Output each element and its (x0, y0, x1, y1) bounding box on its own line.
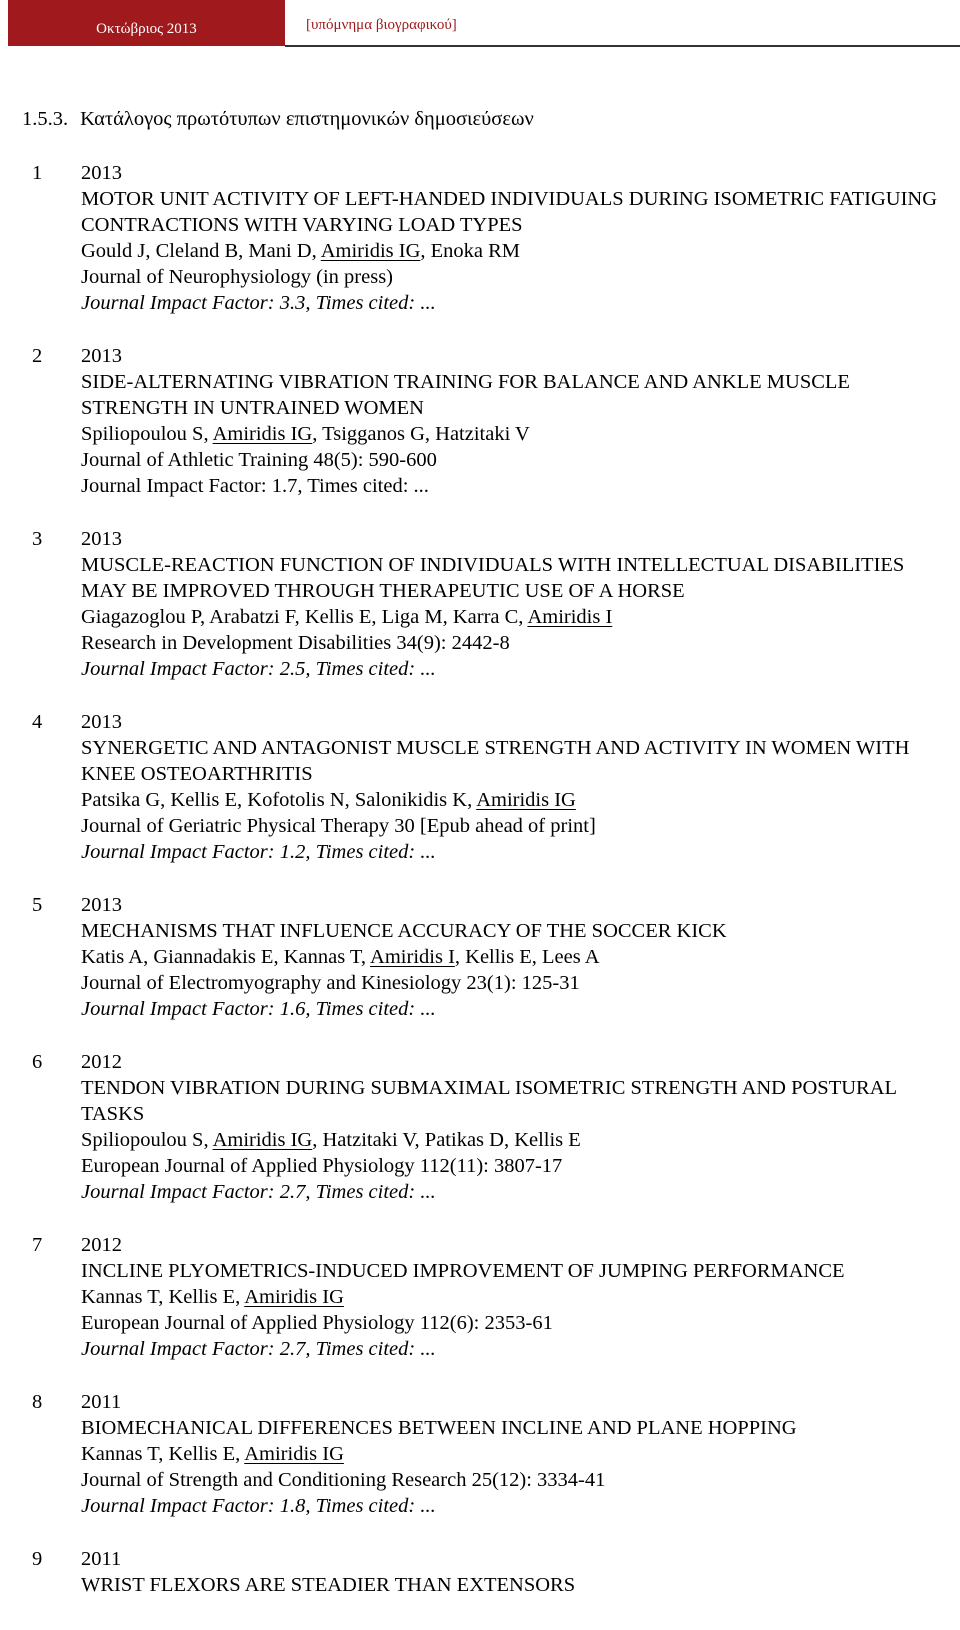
publication-title: MUSCLE-REACTION FUNCTION OF INDIVIDUALS WITH INTELLECTUAL DISABILITIES MAY BE IMPROVED THROUGH THERAPEUTIC USE OF A HORSE (81, 554, 905, 602)
publication-authors (81, 421, 951, 447)
publication-title: WRIST FLEXORS ARE STEADIER THAN EXTENSORS (81, 1574, 576, 1596)
publication-impact: Journal Impact Factor: 1.8, Times cited: ... (81, 1495, 436, 1517)
publication-authors (81, 787, 951, 813)
publication-impact: Journal Impact Factor: 2.7, Times cited: ... (81, 1338, 436, 1360)
publication-number: 2 (32, 345, 43, 367)
section-heading (22, 108, 534, 131)
publication-impact: Journal Impact Factor: 1.6, Times cited: ... (81, 998, 436, 1020)
authors-prefix: Spiliopoulou S, (81, 423, 213, 445)
authors-prefix: Kannas T, Kellis E, (81, 1286, 245, 1308)
publication-title: MECHANISMS THAT INFLUENCE ACCURACY OF THE SOCCER KICK (81, 920, 727, 942)
publication-item (0, 1049, 960, 1205)
publication-journal: European Journal of Applied Physiology 112(6): 2353-61 (81, 1312, 553, 1334)
authors-prefix: Giagazoglou P, Arabatzi F, Kellis E, Liga M, Karra C, (81, 606, 528, 628)
publication-year: 2012 (81, 1051, 122, 1073)
publication-impact: Journal Impact Factor: 2.7, Times cited: ... (81, 1181, 436, 1203)
publication-authors (81, 1284, 951, 1310)
publication-body (81, 1049, 951, 1205)
publication-item (0, 1389, 960, 1519)
publication-year: 2013 (81, 894, 122, 916)
publication-item (0, 526, 960, 682)
highlighted-author: Amiridis IG (476, 789, 576, 811)
section-title: Κατάλογος πρωτότυπων επιστημονικών δημοσιεύσεων (80, 108, 534, 130)
publication-item (0, 343, 960, 499)
authors-prefix: Katis A, Giannadakis E, Kannas T, (81, 946, 371, 968)
publication-list (0, 160, 960, 1625)
publication-body (81, 1232, 951, 1362)
publication-body (81, 709, 951, 865)
highlighted-author: Amiridis IG (244, 1286, 344, 1308)
publication-number: 7 (32, 1234, 43, 1256)
publication-year: 2011 (81, 1391, 122, 1413)
header-date-box (8, 0, 285, 46)
header-rule (285, 45, 960, 47)
publication-year: 2013 (81, 162, 122, 184)
publication-item (0, 892, 960, 1022)
highlighted-author: Amiridis IG (212, 423, 313, 445)
publication-journal: Journal of Geriatric Physical Therapy 30 [Epub ahead of print] (81, 815, 596, 837)
publication-authors (81, 604, 951, 630)
publication-year: 2013 (81, 345, 122, 367)
publication-journal: Journal of Strength and Conditioning Research 25(12): 3334-41 (81, 1469, 606, 1491)
publication-item (0, 709, 960, 865)
header-label: [υπόμνημα βιογραφικού] (306, 17, 457, 33)
publication-item (0, 1546, 960, 1598)
publication-title: SYNERGETIC AND ANTAGONIST MUSCLE STRENGTH AND ACTIVITY IN WOMEN WITH KNEE OSTEOARTHRITIS (81, 737, 910, 785)
highlighted-author: Amiridis I (527, 606, 613, 628)
highlighted-author: Amiridis IG (320, 240, 421, 262)
publication-title: TENDON VIBRATION DURING SUBMAXIMAL ISOMETRIC STRENGTH AND POSTURAL TASKS (81, 1077, 897, 1125)
publication-item (0, 160, 960, 316)
publication-journal: Journal of Electromyography and Kinesiology 23(1): 125-31 (81, 972, 580, 994)
publication-title: INCLINE PLYOMETRICS-INDUCED IMPROVEMENT OF JUMPING PERFORMANCE (81, 1260, 845, 1282)
publication-year: 2013 (81, 528, 122, 550)
publication-number: 6 (32, 1051, 43, 1073)
highlighted-author: Amiridis IG (212, 1129, 313, 1151)
authors-prefix: Patsika G, Kellis E, Kofotolis N, Salonikidis K, (81, 789, 477, 811)
authors-prefix: Kannas T, Kellis E, (81, 1443, 245, 1465)
authors-suffix: , Kellis E, Lees A (454, 946, 600, 968)
publication-journal: Journal of Neurophysiology (in press) (81, 266, 394, 288)
authors-suffix: , Hatzitaki V, Patikas D, Kellis E (312, 1129, 581, 1151)
publication-journal: Journal of Athletic Training 48(5): 590-600 (81, 449, 437, 471)
authors-prefix: Gould J, Cleland B, Mani D, (81, 240, 321, 262)
publication-body (81, 343, 951, 499)
publication-impact: Journal Impact Factor: 2.5, Times cited: ... (81, 658, 436, 680)
authors-suffix: , Tsigganos G, Hatzitaki V (312, 423, 530, 445)
publication-title: MOTOR UNIT ACTIVITY OF LEFT-HANDED INDIVIDUALS DURING ISOMETRIC FATIGUING CONTRACTIONS WITH VARYING LOAD TYPES (81, 188, 938, 236)
publication-title: BIOMECHANICAL DIFFERENCES BETWEEN INCLINE AND PLANE HOPPING (81, 1417, 797, 1439)
publication-number: 3 (32, 528, 43, 550)
publication-authors (81, 1127, 951, 1153)
publication-year: 2012 (81, 1234, 122, 1256)
publication-authors (81, 238, 951, 264)
publication-number: 4 (32, 711, 43, 733)
publication-year: 2011 (81, 1548, 122, 1570)
publication-title: SIDE-ALTERNATING VIBRATION TRAINING FOR BALANCE AND ANKLE MUSCLE STRENGTH IN UNTRAINED WOMEN (81, 371, 850, 419)
publication-item (0, 1232, 960, 1362)
publication-body (81, 1389, 951, 1519)
publication-authors (81, 944, 951, 970)
publication-journal: Research in Development Disabilities 34(9): 2442-8 (81, 632, 510, 654)
authors-suffix: , Enoka RM (420, 240, 521, 262)
section-number: 1.5.3. (22, 108, 69, 130)
publication-number: 9 (32, 1548, 43, 1570)
publication-number: 1 (32, 162, 43, 184)
publication-year: 2013 (81, 711, 122, 733)
publication-journal: European Journal of Applied Physiology 112(11): 3807-17 (81, 1155, 563, 1177)
publication-authors (81, 1441, 951, 1467)
publication-body (81, 526, 951, 682)
publication-body (81, 1546, 951, 1598)
publication-number: 8 (32, 1391, 43, 1413)
page-header (8, 0, 960, 46)
publication-impact: Journal Impact Factor: 1.7, Times cited: ... (81, 475, 429, 497)
publication-body (81, 892, 951, 1022)
publication-impact: Journal Impact Factor: 1.2, Times cited: ... (81, 841, 436, 863)
header-date: Οκτώβριος 2013 (96, 20, 197, 37)
publication-body (81, 160, 951, 316)
highlighted-author: Amiridis I (370, 946, 455, 968)
authors-prefix: Spiliopoulou S, (81, 1129, 213, 1151)
publication-number: 5 (32, 894, 43, 916)
publication-impact: Journal Impact Factor: 3.3, Times cited: ... (81, 292, 436, 314)
highlighted-author: Amiridis IG (244, 1443, 344, 1465)
